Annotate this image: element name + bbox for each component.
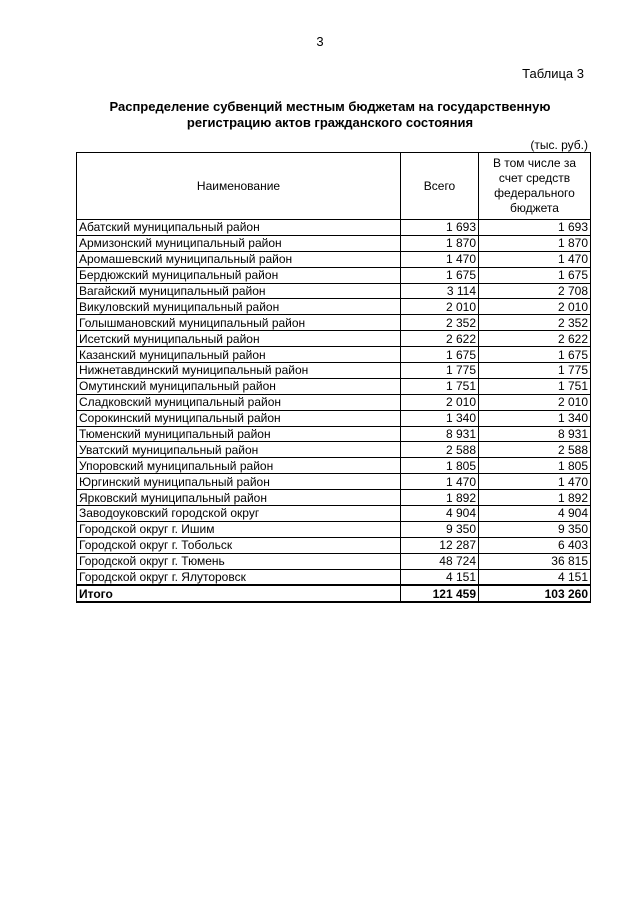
table-row bbox=[77, 426, 591, 442]
units-label: (тыс. руб.) bbox=[530, 138, 588, 152]
row-total: 1 693 bbox=[401, 220, 479, 236]
row-total: 12 287 bbox=[401, 537, 479, 553]
table-row bbox=[77, 299, 591, 315]
title-line-1: Распределение субвенций местным бюджетам на государственную bbox=[109, 99, 551, 114]
row-total: 1 675 bbox=[401, 347, 479, 363]
row-name: Упоровский муниципальный район bbox=[77, 458, 401, 474]
header-federal: В том числе за счет средств федерального бюджета bbox=[479, 153, 591, 220]
row-total: 3 114 bbox=[401, 283, 479, 299]
table-header-row bbox=[77, 153, 591, 220]
row-name: Юргинский муниципальный район bbox=[77, 474, 401, 490]
row-federal: 4 151 bbox=[479, 569, 591, 585]
row-total: 4 151 bbox=[401, 569, 479, 585]
row-name: Голышмановский муниципальный район bbox=[77, 315, 401, 331]
row-federal: 1 805 bbox=[479, 458, 591, 474]
table-row bbox=[77, 521, 591, 537]
total-label: Итого bbox=[77, 585, 401, 602]
row-federal: 36 815 bbox=[479, 553, 591, 569]
row-name: Нижнетавдинский муниципальный район bbox=[77, 363, 401, 379]
table-row bbox=[77, 442, 591, 458]
row-federal: 1 340 bbox=[479, 410, 591, 426]
table-row bbox=[77, 394, 591, 410]
row-name: Бердюжский муниципальный район bbox=[77, 267, 401, 283]
row-name: Исетский муниципальный район bbox=[77, 331, 401, 347]
row-total: 1 675 bbox=[401, 267, 479, 283]
row-federal: 1 470 bbox=[479, 251, 591, 267]
row-total: 4 904 bbox=[401, 506, 479, 522]
row-name: Городской округ г. Тобольск bbox=[77, 537, 401, 553]
table-row bbox=[77, 537, 591, 553]
total-sum: 121 459 bbox=[401, 585, 479, 602]
row-federal: 2 708 bbox=[479, 283, 591, 299]
table-caption: Таблица 3 bbox=[522, 66, 584, 81]
budget-table bbox=[76, 152, 591, 603]
table-row bbox=[77, 235, 591, 251]
header-name: Наименование bbox=[77, 153, 401, 220]
table-row bbox=[77, 569, 591, 585]
row-total: 48 724 bbox=[401, 553, 479, 569]
title-line-2: регистрацию актов гражданского состояния bbox=[186, 115, 474, 130]
table-row bbox=[77, 220, 591, 236]
row-total: 2 010 bbox=[401, 299, 479, 315]
total-federal: 103 260 bbox=[479, 585, 591, 602]
table-row bbox=[77, 410, 591, 426]
row-federal: 1 675 bbox=[479, 267, 591, 283]
row-total: 9 350 bbox=[401, 521, 479, 537]
table-row bbox=[77, 378, 591, 394]
table-row bbox=[77, 474, 591, 490]
row-name: Городской округ г. Ишим bbox=[77, 521, 401, 537]
row-total: 8 931 bbox=[401, 426, 479, 442]
row-federal: 1 870 bbox=[479, 235, 591, 251]
table-row bbox=[77, 267, 591, 283]
row-name: Сорокинский муниципальный район bbox=[77, 410, 401, 426]
row-name: Заводоуковский городской округ bbox=[77, 506, 401, 522]
row-total: 1 470 bbox=[401, 251, 479, 267]
row-name: Вагайский муниципальный район bbox=[77, 283, 401, 299]
row-federal: 2 622 bbox=[479, 331, 591, 347]
total-row bbox=[77, 585, 591, 602]
row-federal: 8 931 bbox=[479, 426, 591, 442]
row-federal: 6 403 bbox=[479, 537, 591, 553]
row-name: Казанский муниципальный район bbox=[77, 347, 401, 363]
row-name: Викуловский муниципальный район bbox=[77, 299, 401, 315]
row-federal: 2 588 bbox=[479, 442, 591, 458]
row-name: Омутинский муниципальный район bbox=[77, 378, 401, 394]
row-total: 2 622 bbox=[401, 331, 479, 347]
row-total: 1 751 bbox=[401, 378, 479, 394]
row-total: 2 588 bbox=[401, 442, 479, 458]
page-number: 3 bbox=[316, 34, 324, 49]
row-federal: 1 693 bbox=[479, 220, 591, 236]
table-row bbox=[77, 347, 591, 363]
row-name: Городской округ г. Ялуторовск bbox=[77, 569, 401, 585]
table-row bbox=[77, 506, 591, 522]
row-federal: 9 350 bbox=[479, 521, 591, 537]
document-title bbox=[60, 99, 600, 131]
table-row bbox=[77, 251, 591, 267]
row-federal: 2 010 bbox=[479, 299, 591, 315]
row-total: 2 010 bbox=[401, 394, 479, 410]
row-total: 1 805 bbox=[401, 458, 479, 474]
row-name: Ярковский муниципальный район bbox=[77, 490, 401, 506]
row-total: 1 775 bbox=[401, 363, 479, 379]
table-row bbox=[77, 490, 591, 506]
row-name: Армизонский муниципальный район bbox=[77, 235, 401, 251]
row-name: Сладковский муниципальный район bbox=[77, 394, 401, 410]
table-row bbox=[77, 363, 591, 379]
row-federal: 1 751 bbox=[479, 378, 591, 394]
row-name: Тюменский муниципальный район bbox=[77, 426, 401, 442]
row-federal: 1 470 bbox=[479, 474, 591, 490]
row-federal: 1 892 bbox=[479, 490, 591, 506]
row-federal: 1 675 bbox=[479, 347, 591, 363]
table-row bbox=[77, 331, 591, 347]
table-body bbox=[77, 220, 591, 603]
row-name: Уватский муниципальный район bbox=[77, 442, 401, 458]
row-federal: 1 775 bbox=[479, 363, 591, 379]
row-total: 1 892 bbox=[401, 490, 479, 506]
row-total: 1 470 bbox=[401, 474, 479, 490]
header-total: Всего bbox=[401, 153, 479, 220]
table-row bbox=[77, 283, 591, 299]
table-row bbox=[77, 458, 591, 474]
row-total: 1 340 bbox=[401, 410, 479, 426]
row-total: 1 870 bbox=[401, 235, 479, 251]
row-name: Абатский муниципальный район bbox=[77, 220, 401, 236]
row-total: 2 352 bbox=[401, 315, 479, 331]
table-row bbox=[77, 553, 591, 569]
row-name: Городской округ г. Тюмень bbox=[77, 553, 401, 569]
row-federal: 4 904 bbox=[479, 506, 591, 522]
row-name: Аромашевский муниципальный район bbox=[77, 251, 401, 267]
row-federal: 2 352 bbox=[479, 315, 591, 331]
table-row bbox=[77, 315, 591, 331]
row-federal: 2 010 bbox=[479, 394, 591, 410]
